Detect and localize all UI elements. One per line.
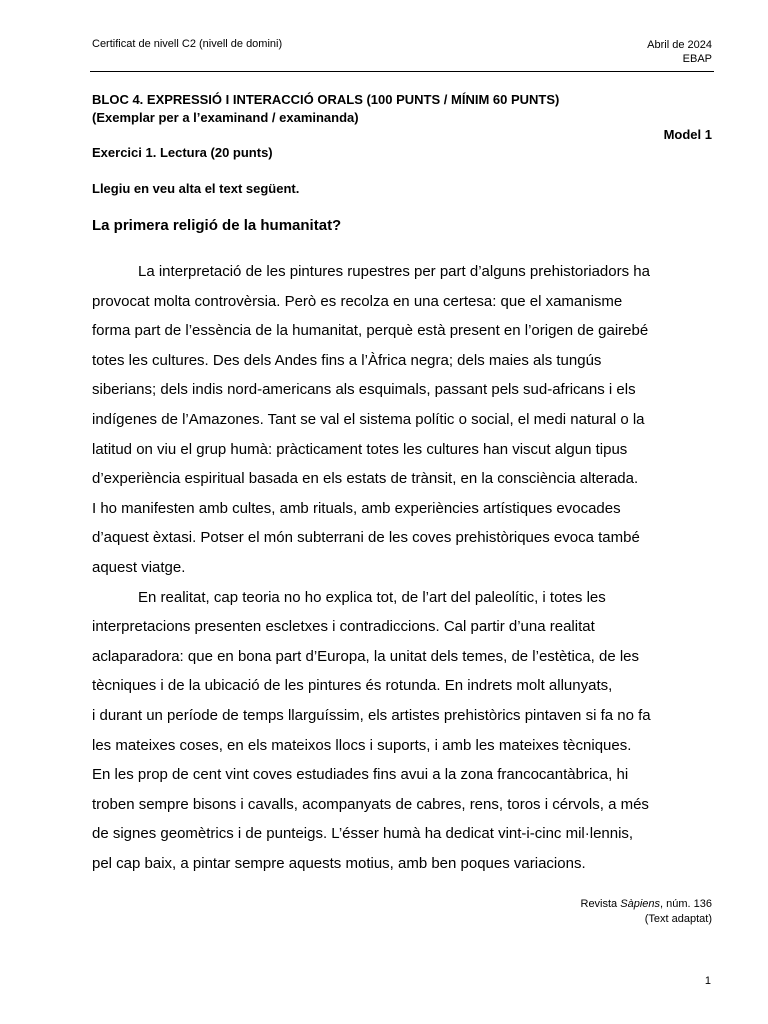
text-line: d’aquest èxtasi. Potser el món subterrani de les coves prehistòriques evoca també (92, 529, 640, 547)
reading-text (92, 257, 718, 878)
source-prefix: Revista (580, 898, 621, 910)
text-line: interpretacions presenten escletxes i contradiccions. Cal partir d’una realitat (92, 618, 595, 636)
header-date: Abril de 2024 (647, 39, 712, 51)
exercise-title: Exercici 1. Lectura (20 punts) (92, 145, 273, 160)
text-line: pel cap baix, a pintar sempre aquests motius, amb ben poques variacions. (92, 854, 586, 872)
paragraph-2 (92, 583, 718, 879)
text-line: i durant un període de temps llarguíssim, els artistes prehistòrics pintaven si fa no fa (92, 706, 651, 724)
text-line: siberians; dels indis nord-americans als esquimals, passant pels sud-africans i els (92, 381, 636, 399)
header-divider (90, 71, 714, 72)
text-line: En les prop de cent vint coves estudiades fins avui a la zona francocantàbrica, hi (92, 766, 629, 784)
bloc-title: BLOC 4. EXPRESSIÓ I INTERACCIÓ ORALS (100 PUNTS / MÍNIM 60 PUNTS) (92, 92, 560, 107)
text-line: forma part de l’essència de la humanitat, perquè està present en l’origen de gairebé (92, 322, 649, 340)
model-label: Model 1 (663, 127, 712, 142)
header-right (647, 38, 712, 66)
text-line: La interpretació de les pintures rupestres per part d’alguns prehistoriadors ha (138, 263, 650, 280)
bloc-subtitle: (Exemplar per a l’examinand / examinanda) (92, 110, 359, 125)
source-magazine: Sàpiens (620, 898, 661, 910)
source-citation (581, 897, 713, 927)
text-line: provocat molta controvèrsia. Però es recolza en una certesa: que el xamanisme (92, 292, 623, 310)
text-line: aquest viatge. (92, 558, 186, 576)
bloc-heading (92, 91, 559, 127)
source-line (581, 897, 713, 912)
text-line: latitud on viu el grup humà: pràcticament totes les cultures han viscut algun tipus (92, 440, 628, 458)
page-number: 1 (704, 975, 711, 987)
text-line: I ho manifesten amb cultes, amb rituals, amb experiències artístiques evocades (92, 499, 621, 517)
text-line: de signes geomètrics i de punteigs. L’ésser humà ha dedicat vint-i-cinc mil·lennis, (92, 825, 634, 843)
text-line: troben sempre bisons i cavalls, acompanyats de cabres, rens, toros i cérvols, a més (92, 795, 649, 813)
source-issue: , núm. 136 (660, 898, 712, 910)
paragraph-1 (92, 257, 718, 583)
text-line: totes les cultures. Des dels Andes fins a l’Àfrica negra; dels maies als tungús (92, 351, 602, 369)
text-line: En realitat, cap teoria no ho explica tot, de l’art del paleolític, i totes les (138, 588, 606, 606)
text-line: les mateixes coses, en els mateixos llocs i suports, i amb les mateixes tècniques. (92, 736, 632, 754)
text-line: indígenes de l’Amazones. Tant se val el sistema polític o social, el medi natural o la (92, 410, 645, 428)
text-line: d’experiència espiritual basada en els estats de trànsit, en la consciència alterada. (92, 470, 639, 488)
text-title: La primera religió de la humanitat? (92, 217, 342, 234)
header-certificate: Certificat de nivell C2 (nivell de domini) (92, 38, 283, 50)
header-org: EBAP (682, 53, 712, 65)
text-line: aclaparadora: que en bona part d’Europa, la unitat dels temes, de l’estètica, de les (92, 647, 640, 665)
text-line: tècniques i de la ubicació de les pintures és rotunda. En indrets molt allunyats, (92, 677, 613, 695)
source-note: (Text adaptat) (644, 913, 712, 925)
instruction: Llegiu en veu alta el text següent. (92, 181, 300, 196)
